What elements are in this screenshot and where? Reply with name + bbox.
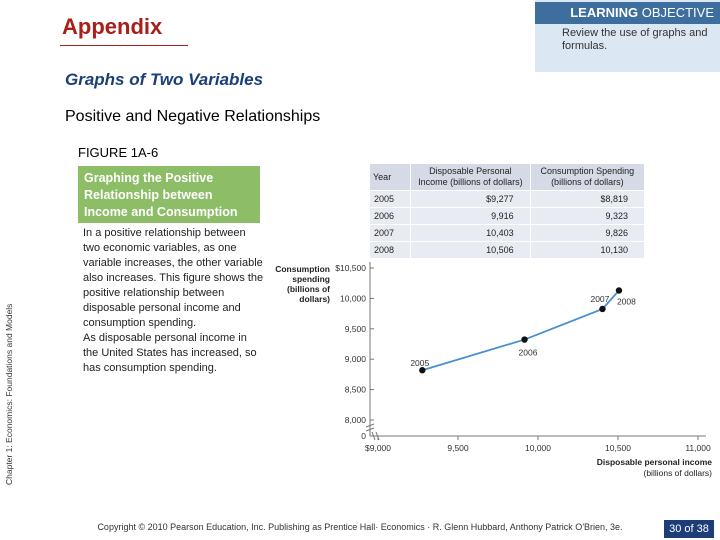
data-point xyxy=(521,336,527,342)
x-tick-label: 10,500 xyxy=(605,443,631,453)
footer-copyright: Copyright © 2010 Pearson Education, Inc. Publishing as Prentice Hall· Economics · R. Glenn Hubbard, Anthony Patrick O'Brien, 3e. xyxy=(97,522,623,532)
table-cell: 10,403 xyxy=(411,225,531,242)
x-tick-label: 11,000 xyxy=(685,443,711,453)
table-cell: 2007 xyxy=(370,225,411,242)
chapter-side-label: Chapter 1: Economics: Foundations and Models xyxy=(4,303,14,485)
table-cell: 9,916 xyxy=(411,208,531,225)
x-axis-label-line: (billions of dollars) xyxy=(643,468,712,478)
y-tick-label: 8,500 xyxy=(344,384,366,395)
y-axis-label-line: (billions of xyxy=(287,284,330,294)
figure-caption: Graphing the Positive Relationship between Income and Consumption xyxy=(84,171,238,219)
data-point xyxy=(616,287,622,293)
figure-description-paragraph-1: In a positive relationship between two economic variables, as one variable increases, the other variable also increases. This figure shows the positive relationship between disposable personal income and consumption spending. xyxy=(83,227,264,329)
data-point-label: 2007 xyxy=(590,293,610,304)
series-line xyxy=(422,290,619,370)
data-point-label: 2008 xyxy=(616,296,636,307)
table-cell: 10,506 xyxy=(411,242,531,259)
chart-layer xyxy=(275,262,712,478)
x-tick-label: $9,000 xyxy=(365,443,391,453)
table-cell: 2005 xyxy=(370,191,411,208)
y-tick-label: 10,000 xyxy=(340,293,366,304)
table-header-year: Year xyxy=(370,164,411,191)
data-point-label: 2006 xyxy=(518,347,538,358)
table-cell: 9,323 xyxy=(530,208,644,225)
table-cell: 9,826 xyxy=(530,225,644,242)
table-header-income: Disposable Personal Income (billions of dollars) xyxy=(411,164,531,191)
y-axis-label-line: spending xyxy=(292,274,330,284)
y-axis-label-line: dollars) xyxy=(299,294,330,304)
table-header-consumption: Consumption Spending (billions of dollars) xyxy=(530,164,644,191)
y-tick-label: 9,000 xyxy=(344,354,366,365)
y-tick-label: 0 xyxy=(361,431,366,441)
figure-label: FIGURE 1A-6 xyxy=(78,145,159,160)
page-number: 30 of 38 xyxy=(664,520,714,538)
table-cell: 10,130 xyxy=(530,242,644,259)
learning-objective-label-bold: LEARNING xyxy=(570,5,639,20)
x-tick-label: 9,500 xyxy=(447,443,469,453)
y-tick-label: 8,000 xyxy=(344,415,366,425)
page-title: Appendix xyxy=(62,14,163,39)
table-cell: 2006 xyxy=(370,208,411,225)
figure-description-paragraph-2: As disposable personal income in the United States has increased, so has consumption spending. xyxy=(83,332,257,374)
data-point-label: 2005 xyxy=(410,358,430,369)
learning-objective-label-rest: OBJECTIVE xyxy=(641,5,714,20)
y-tick-label: $10,500 xyxy=(335,263,366,273)
table-cell: 2008 xyxy=(370,242,411,259)
table-cell: $8,819 xyxy=(530,191,644,208)
section-heading: Graphs of Two Variables xyxy=(65,70,264,89)
data-point xyxy=(599,306,605,312)
y-axis-label-line: Consumption xyxy=(275,264,330,274)
learning-objective-text: Review the use of graphs and formulas. xyxy=(562,27,708,52)
x-tick-label: 10,000 xyxy=(525,443,551,453)
table-cell: $9,277 xyxy=(411,191,531,208)
y-tick-label: 9,500 xyxy=(344,323,366,334)
x-axis-label-line: Disposable personal income xyxy=(596,457,712,467)
sub-heading: Positive and Negative Relationships xyxy=(65,108,321,125)
